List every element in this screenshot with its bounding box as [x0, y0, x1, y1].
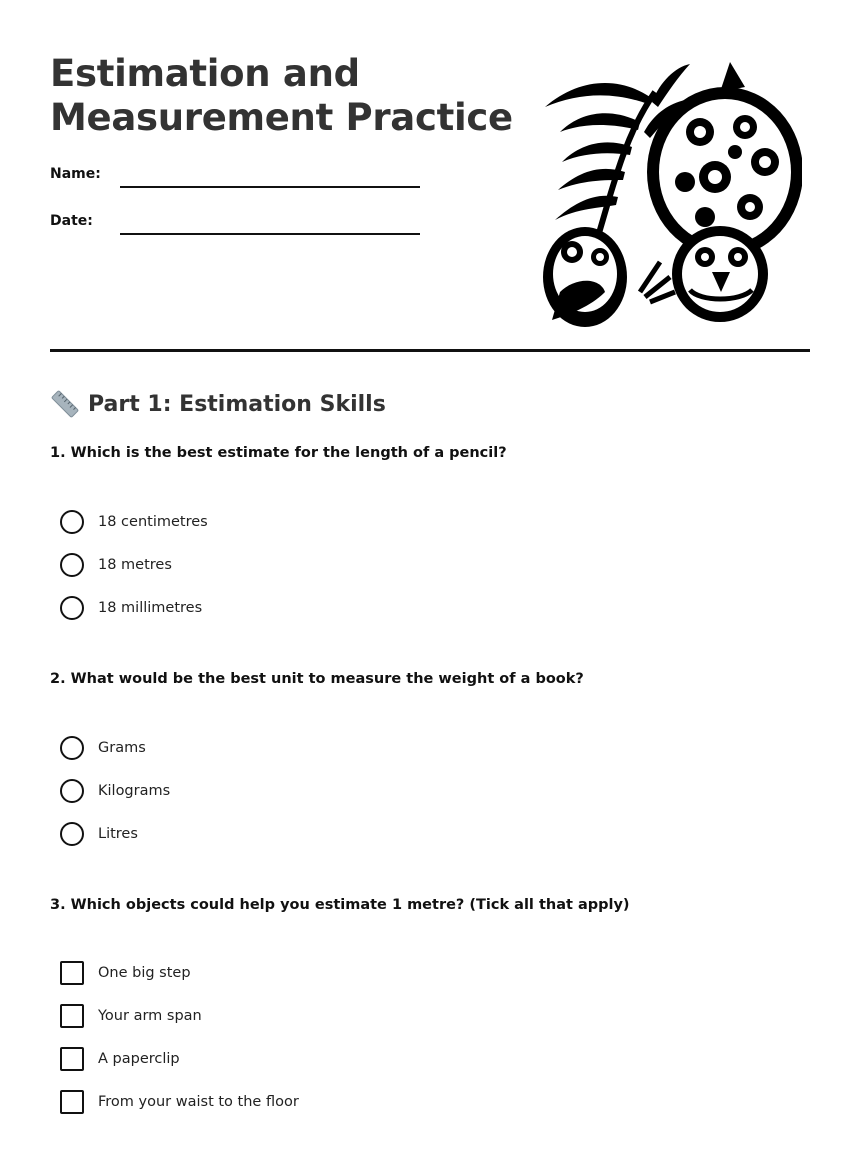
option-label: Litres	[98, 826, 138, 842]
name-field[interactable]	[120, 186, 420, 188]
option-label: Grams	[98, 740, 146, 756]
kiwi-bird-fern-illustration-icon	[540, 52, 802, 328]
name-label: Name:	[50, 166, 101, 182]
radio-button[interactable]	[60, 510, 84, 534]
option-label: From your waist to the floor	[98, 1094, 299, 1110]
q1-option-3[interactable]	[60, 595, 202, 621]
radio-button[interactable]	[60, 779, 84, 803]
q1-option-2[interactable]	[60, 552, 172, 578]
section-heading	[50, 388, 386, 420]
question-1: 1. Which is the best estimate for the length of a pencil?	[50, 445, 507, 461]
checkbox[interactable]	[60, 1090, 84, 1114]
option-label: 18 millimetres	[98, 600, 203, 616]
title-line-1: Estimation and	[50, 52, 360, 95]
option-label: One big step	[98, 965, 191, 981]
q1-option-1[interactable]	[60, 509, 208, 535]
ruler-icon	[50, 389, 80, 419]
radio-button[interactable]	[60, 736, 84, 760]
radio-button[interactable]	[60, 553, 84, 577]
date-label: Date:	[50, 213, 93, 229]
option-label: A paperclip	[98, 1051, 180, 1067]
q3-option-2[interactable]	[60, 1003, 202, 1029]
q2-option-1[interactable]	[60, 735, 146, 761]
radio-button[interactable]	[60, 822, 84, 846]
question-3: 3. Which objects could help you estimate 1 metre? (Tick all that apply)	[50, 897, 630, 913]
checkbox[interactable]	[60, 1047, 84, 1071]
option-label: Kilograms	[98, 783, 171, 799]
option-label: 18 metres	[98, 557, 172, 573]
worksheet-page	[50, 0, 810, 1161]
checkbox[interactable]	[60, 1004, 84, 1028]
q2-option-3[interactable]	[60, 821, 138, 847]
checkbox[interactable]	[60, 961, 84, 985]
option-label: Your arm span	[98, 1008, 202, 1024]
option-label: 18 centimetres	[98, 514, 208, 530]
page-title	[50, 52, 520, 140]
q3-option-4[interactable]	[60, 1089, 299, 1115]
date-field[interactable]	[120, 233, 420, 235]
question-2: 2. What would be the best unit to measure the weight of a book?	[50, 671, 584, 687]
radio-button[interactable]	[60, 596, 84, 620]
header-divider	[50, 349, 810, 352]
q3-option-1[interactable]	[60, 960, 191, 986]
section-title: Part 1: Estimation Skills	[88, 391, 386, 417]
q2-option-2[interactable]	[60, 778, 170, 804]
q3-option-3[interactable]	[60, 1046, 180, 1072]
title-line-2: Measurement Practice	[50, 96, 513, 139]
